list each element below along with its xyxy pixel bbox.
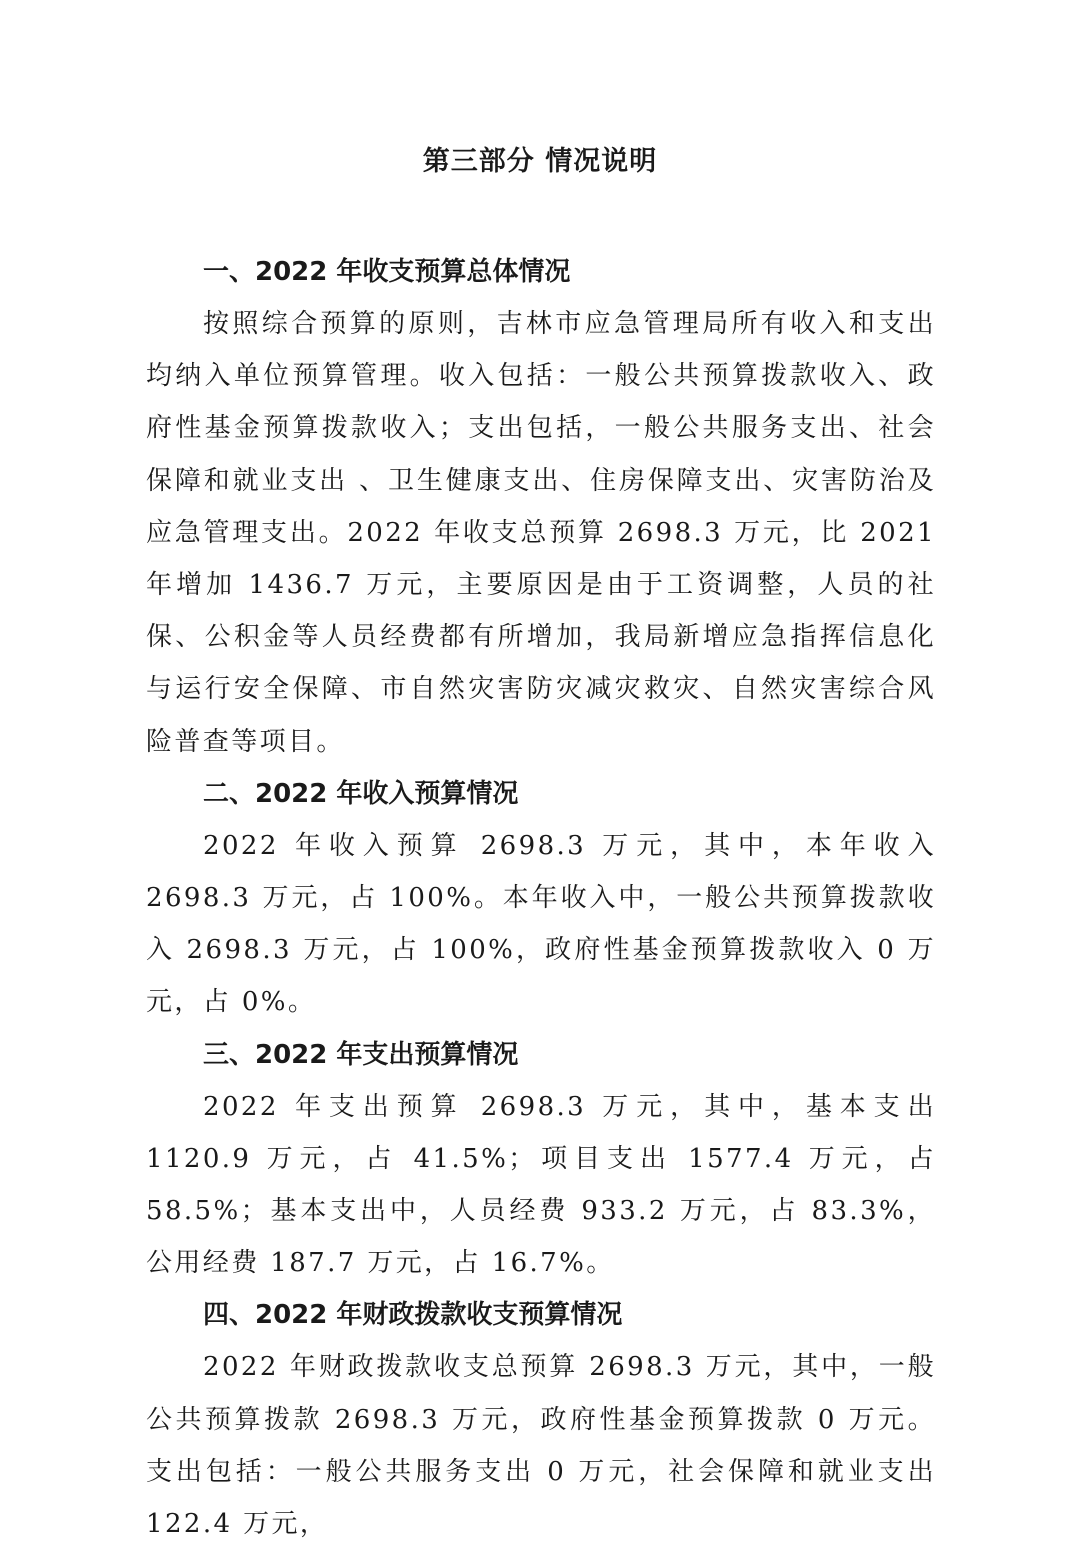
section-paragraph: 2022 年财政拨款收支总预算 2698.3 万元，其中，一般公共预算拨款 2698.3 万元，政府性基金预算拨款 0 万元。支出包括：一般公共服务支出 0 万元，社会保障和就业支出 122.4 万元， — [146, 1352, 936, 1540]
section-heading: 二、2022 年收入预算情况 — [203, 778, 519, 809]
section-expenditure-budget — [146, 1029, 936, 1290]
page-title: 第三部分 情况说明 — [422, 146, 658, 177]
section-overall-budget — [146, 246, 936, 768]
section-paragraph: 2022 年收入预算 2698.3 万元，其中，本年收入 2698.3 万元，占 100%。本年收入中，一般公共预算拨款收入 2698.3 万元，占 100%，政府性基金预算拨款收入 0 万元，占 0%。 — [146, 830, 936, 1018]
section-paragraph: 按照综合预算的原则，吉林市应急管理局所有收入和支出均纳入单位预算管理。收入包括：一般公共预算拨款收入、政府性基金预算拨款收入；支出包括，一般公共服务支出、社会保障和就业支出 、卫生健康支出、住房保障支出、灾害防治及应急管理支出。2022 年收支总预算 2698.3 万元，比 2021 年增加 1436.7 万元，主要原因是由于工资调整，人员的社保、公积金等人员经费都有所增加，我局新增应急指挥信息化与运行安全保障、市自然灾害防灾减灾救灾、自然灾害综合风险普查等项目。 — [146, 309, 936, 757]
section-heading: 四、2022 年财政拨款收支预算情况 — [203, 1300, 623, 1331]
section-heading: 一、2022 年收支预算总体情况 — [203, 257, 571, 287]
section-heading: 三、2022 年支出预算情况 — [203, 1039, 519, 1070]
section-fiscal-appropriation — [146, 1289, 936, 1550]
document-body — [146, 246, 936, 1550]
section-paragraph: 2022 年支出预算 2698.3 万元，其中，基本支出 1120.9 万元，占 41.5%；项目支出 1577.4 万元，占 58.5%；基本支出中，人员经费 933.2 万元，占 83.3%，公用经费 187.7 万元，占 16.7%。 — [146, 1091, 936, 1279]
section-income-budget — [146, 768, 936, 1029]
